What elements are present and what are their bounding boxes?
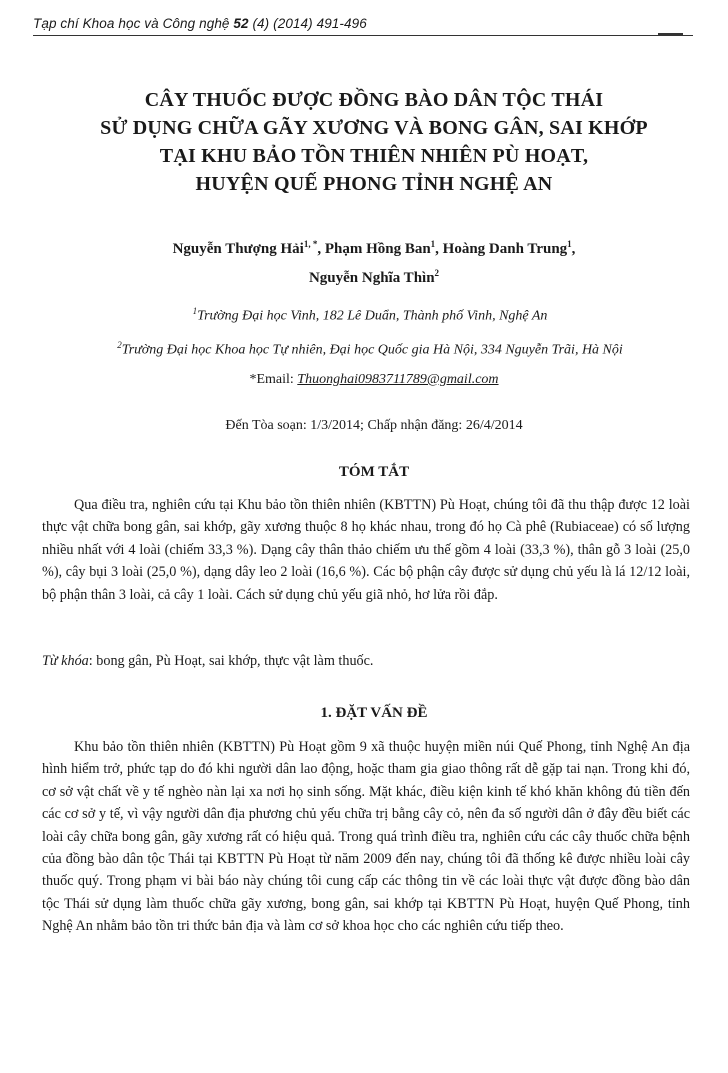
introduction-text: Khu bảo tồn thiên nhiên (KBTTN) Pù Hoạt gồm 9 xã thuộc huyện miền núi Quế Phong, tỉnh Nghệ An địa hình hiểm trở, phức tạp do đó khi người dân lao động, hoặc tham gia giao thông rất dễ gặp tai nạn. Trong khi đó, cơ sở vật chất về y tế nghèo nàn lại xa nơi họ sinh sống. Mặt khác, điều kiện kinh tế khó khăn không đủ tiền đến các cơ sở y tế, vì vậy người dân địa phương chủ yếu chữa trị bằng cây cỏ, nên đa số người dân ở đây đều biết các loài cây chữa bong gân, gãy xương rất có hiệu quả. Trong quá trình điều tra, nghiên cứu các cây thuốc chữa bệnh của đồng bào dân tộc Thái tại KBTTN Pù Hoạt từ năm 2009 đến nay, chúng tôi đã thống kê được nhiều loài cây thuốc quý. Trong phạm vi bài báo này chúng tôi cung cấp các thông tin về các loài thực vật được đồng bào dân tộc Thái sử dụng làm thuốc chữa gãy xương, bong gân, sai khớp tại KBTTN Pù Hoạt, huyện Quế Phong, tỉnh Nghệ An nhằm bảo tồn tri thức bản địa và làm cơ sở khoa học cho các nghiên cứu tiếp theo. [42,739,690,935]
abstract-text: Qua điều tra, nghiên cứu tại Khu bảo tồn thiên nhiên (KBTTN) Pù Hoạt, chúng tôi đã thu thập được 12 loài thực vật chữa bong gân, sai khớp, gãy xương thuộc 8 họ khác nhau, trong đó họ Cà phê (Rubiaceae) có số lượng nhiều nhất với 4 loài (chiếm 33,3 %). Dạng cây thân thảo chiếm ưu thế gồm 4 loài (33,3 %), thân gỗ 3 loài (25,0 %), cây bụi 3 loài (25,0 %), dạng dây leo 2 loài (16,6 %). Các bộ phận cây được sử dụng chủ yếu là lá 12/12 loài, bộ phận thân 3 loài, cả cây 1 loài. Cách sử dụng chủ yếu giã nhỏ, hơ lửa rồi đắp. [42,497,690,603]
email-link[interactable]: Thuonghai0983711789@gmail.com [297,372,499,387]
author-line-2 [60,261,688,290]
keywords [42,653,690,670]
affiliation-mark: 2 [117,339,122,350]
header-rule-accent [658,33,683,35]
journal-issue-pages: (4) (2014) 491-496 [248,16,367,31]
title-line-1: CÂY THUỐC ĐƯỢC ĐỒNG BÀO DÂN TỘC THÁI [144,89,604,111]
keywords-value: : bong gân, Pù Hoạt, sai khớp, thực vật làm thuốc. [88,653,374,669]
corresponding-email [60,372,688,388]
author-name: Hoàng Danh Trung [442,241,568,257]
author-name: Nguyễn Thượng Hải [172,241,304,257]
affiliation-text: Trường Đại học Vinh, 182 Lê Duẩn, Thành phố Vinh, Nghệ An [197,308,548,324]
received-dates: Đến Tòa soạn: 1/3/2014; Chấp nhận đăng: 26/4/2014 [225,418,523,433]
author-name: Phạm Hồng Ban [324,241,431,257]
email-label: *Email: [249,372,298,387]
paper-title [60,86,688,198]
author-name: Nguyễn Nghĩa Thìn [308,270,435,286]
journal-header [33,14,693,36]
affiliation-2 [40,331,700,365]
title-line-4: HUYỆN QUẾ PHONG TỈNH NGHỆ AN [195,173,553,195]
affiliation-mark: 1 [192,306,198,316]
affiliations [40,297,700,364]
title-line-2: SỬ DỤNG CHỮA GÃY XƯƠNG VÀ BONG GÂN, SAI KHỚP [100,117,648,139]
title-line-3: TẠI KHU BẢO TỒN THIÊN NHIÊN PÙ HOẠT, [159,145,589,167]
author-line-1: Nguyễn Thượng Hải$^{1, *}$, Phạm Hồng Ban$^1$, Hoàng Danh Trung$^1$, [172,239,576,257]
author-list [60,232,688,290]
author-affiliation-mark: 1 [567,239,572,249]
header-rule [33,35,693,36]
abstract-heading: TÓM TẮT [338,464,410,480]
affiliation-text: Trường Đại học Khoa học Tự nhiên, Đại học Quốc gia Hà Nội, 334 Nguyễn Trãi, Hà Nội [121,342,623,358]
author-affiliation-mark: 1, * [303,239,318,249]
section-heading-introduction: 1. ĐẶT VẤN ĐỀ [320,705,428,721]
author-affiliation-mark: 1 [430,239,436,249]
journal-name: Tạp chí Khoa học và Công nghệ [33,16,234,31]
keywords-label: Từ khóa [42,653,89,669]
affiliation-1 [40,297,700,331]
journal-volume: 52 [233,16,249,31]
journal-citation [33,16,367,31]
author-affiliation-mark: 2 [434,268,440,278]
